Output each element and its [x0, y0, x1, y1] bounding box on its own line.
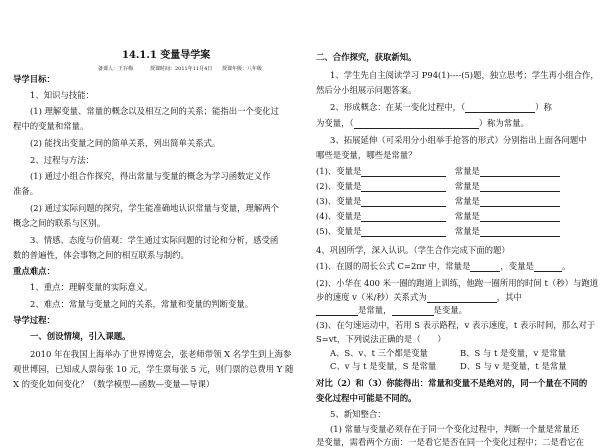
constant-label: 常量是	[454, 166, 480, 176]
q4-1-variable-blank[interactable]	[534, 263, 562, 272]
p1-line2: 然后分小组展示问题答案。	[316, 85, 417, 95]
date-label: 授课时间：2011年11月4日	[150, 66, 213, 72]
q4-1-end: 。	[561, 261, 571, 271]
q4-3-option-b[interactable]: B、S 与 t 是变量，v 是常量	[460, 348, 567, 358]
concept2-prefix: 为变量，（	[316, 118, 354, 128]
variable-row-label: (4)、变量是	[316, 211, 362, 221]
key-point-2: 2、难点：常量与变量之间的关系，常量和变量的判断变量。	[30, 299, 254, 309]
q4-1-constant-blank[interactable]	[470, 263, 500, 272]
variable-row-label: (5)、变量是	[316, 226, 362, 236]
goals-heading: 导学目标：	[13, 74, 55, 84]
variable-row-label: (2)、变量是	[316, 181, 362, 191]
process-heading: 导学过程：	[13, 315, 55, 325]
worksheet-title: 14.1.1 变量导学案	[122, 50, 211, 61]
goal2-item2-line2: 概念之间的联系与区别。	[13, 218, 106, 228]
author-label: 备课人：王存梅	[98, 66, 134, 72]
q4-2-line2-suffix: ，其中	[496, 292, 522, 302]
concept-variable-blank[interactable]	[465, 104, 535, 113]
q4-3-option-c[interactable]: C、v 与 t 是变量，S 是常量	[330, 361, 437, 371]
constant-label: 常量是	[454, 226, 480, 236]
q4-3-line2-text: S=vt，下列说法正确的是	[316, 334, 413, 344]
goal3-line1: 3、情感、态度与价值观：学生通过实际问题的讨论和分析，感受函	[30, 235, 279, 245]
section2-heading: 二、合作探究，获取新知。	[316, 52, 417, 62]
concept-prefix: 2、形成概念：在某一变化过程中，（	[330, 102, 466, 112]
q4-2-line2-text: 步的速度 v（米/秒）关系式为	[316, 292, 427, 302]
variable-row	[316, 196, 560, 207]
variable-row	[316, 211, 560, 222]
compare-line1: 对比（2）和（3）你能得出：常量和变量不是绝对的，同一个量在不同的	[316, 378, 588, 388]
integrate-heading: 5、新知整合：	[330, 409, 386, 419]
variable-row-label: (3)、变量是	[316, 196, 362, 206]
section1-heading: 一、创设情境，引入课题。	[30, 331, 131, 341]
p3-line2: 哪些是变量，哪些是常量？	[316, 150, 417, 160]
q4-3-option-d[interactable]: D、S 与 v 是变量，t 是常量	[460, 361, 567, 371]
variable-answer-blank[interactable]	[361, 213, 446, 222]
intro-line1: 2010 年在我国上海举办了世界博览会，张老师带领 X 名学生到上海参	[30, 349, 292, 359]
constant-answer-blank[interactable]	[480, 168, 560, 177]
goal1-item1-line1: (1) 理解变量、常量的概念以及相互之间的关系；能指出一个变化过	[30, 106, 280, 116]
constant-answer-blank[interactable]	[480, 213, 560, 222]
q4-3-answer-paren[interactable]: （ ）	[412, 334, 446, 344]
variable-answer-blank[interactable]	[361, 168, 446, 177]
q4-heading: 4、巩固所学，深入认识。（学生合作完成下面的题）	[316, 245, 510, 255]
goal3-line2: 数的普遍性，体会事物之间的相互联系与制约。	[13, 250, 189, 260]
spacer	[446, 166, 454, 176]
constant-label: 常量是	[454, 211, 480, 221]
q4-1-line	[316, 261, 570, 272]
q4-1-prefix: (1)、在圆的周长公式 C=2πr 中，常量是	[316, 261, 471, 271]
constant-label: 常量是	[454, 196, 480, 206]
concept-constant-blank[interactable]	[354, 120, 479, 129]
constant-answer-blank[interactable]	[480, 198, 560, 207]
q4-2-constant-blank[interactable]	[316, 307, 358, 316]
goal1-heading: 1、知识与技能：	[30, 90, 94, 100]
constant-label: 常量是	[454, 181, 480, 191]
concept-line	[330, 102, 552, 113]
goal2-heading: 2、过程与方法：	[30, 155, 94, 165]
spacer	[446, 196, 454, 206]
variable-answer-blank[interactable]	[361, 198, 446, 207]
goal1-item2: (2) 能找出变量之间的简单关系，列出简单关系式。	[30, 138, 221, 148]
intro-line3: X 的变化如何变化？（数学模型—函数—变量—导课）	[13, 379, 215, 389]
spacer	[446, 211, 454, 221]
variable-row	[316, 226, 560, 237]
q4-2-line1: (2)、小华在 400 米一圈的跑道上训练，他跑一圈所用的时间 t（秒）与跑道	[316, 278, 599, 288]
q4-2-variable-label: 是变量。	[433, 305, 467, 315]
key-heading: 重点难点：	[13, 266, 55, 276]
q4-2-variable-blank[interactable]	[392, 307, 434, 316]
integrate-line2: 是变量，需看两个方面：一是看它是否在同一个变化过程中；二是看它在	[316, 437, 584, 447]
spacer	[446, 181, 454, 191]
q4-2-relation-blank[interactable]	[427, 294, 497, 303]
compare-line2: 变化过程中可能是不同的。	[316, 393, 417, 403]
concept-suffix: ）称	[535, 102, 552, 112]
goal2-item1-line2: 准备。	[13, 186, 39, 196]
q4-3-line1: (3)、在匀速运动中，若用 S 表示路程，v 表示速度，t 表示时间，那么对于	[316, 320, 596, 330]
constant-answer-blank[interactable]	[480, 183, 560, 192]
constant-answer-blank[interactable]	[480, 228, 560, 237]
q4-3-line2	[316, 334, 446, 345]
grade-label: 授课年级：八年级	[222, 66, 263, 72]
q4-1-mid: ，变量是	[500, 261, 534, 271]
p3-line1: 3、拓展延伸（可采用分小组举手抢答的形式）分别指出上面各问题中	[330, 135, 587, 145]
p1-line1: 1、学生先自主阅读学习 P94(1)----(5)题，独立思考；学生再小组合作，	[330, 70, 599, 80]
intro-line2: 观世博园，已知成人票每张 10 元，学生票每张 5 元，则门票的总费用 Y 随	[13, 364, 294, 374]
goal1-item1-line2: 程中的变量和常量。	[13, 121, 89, 131]
q4-3-option-a[interactable]: A、S、v、t 三个都是变量	[330, 348, 428, 358]
integrate-line1: (1) 常量与变量必须存在于同一个变化过程中，判断一个量是常量还	[330, 424, 580, 434]
variable-row-label: (1)、变量是	[316, 166, 362, 176]
variable-row	[316, 181, 560, 192]
q4-2-constant-label: 是常量，	[358, 305, 392, 315]
concept-line-2	[316, 118, 529, 129]
concept2-suffix: ）称为常量。	[478, 118, 529, 128]
goal2-item2-line1: (2) 通过实际问题的探究，学生能准确地认识常量与变量，理解两个	[30, 203, 280, 213]
goal2-item1-line1: (1) 通过小组合作探究，得出常量与变量的概念为学习函数定义作	[30, 171, 271, 181]
variable-answer-blank[interactable]	[361, 183, 446, 192]
q4-2-line2	[316, 292, 522, 303]
spacer	[446, 226, 454, 236]
key-point-1: 1、重点：理解变量的实际意义。	[30, 282, 153, 292]
variable-answer-blank[interactable]	[361, 228, 446, 237]
variable-row	[316, 166, 560, 177]
q4-2-line3	[316, 305, 467, 316]
